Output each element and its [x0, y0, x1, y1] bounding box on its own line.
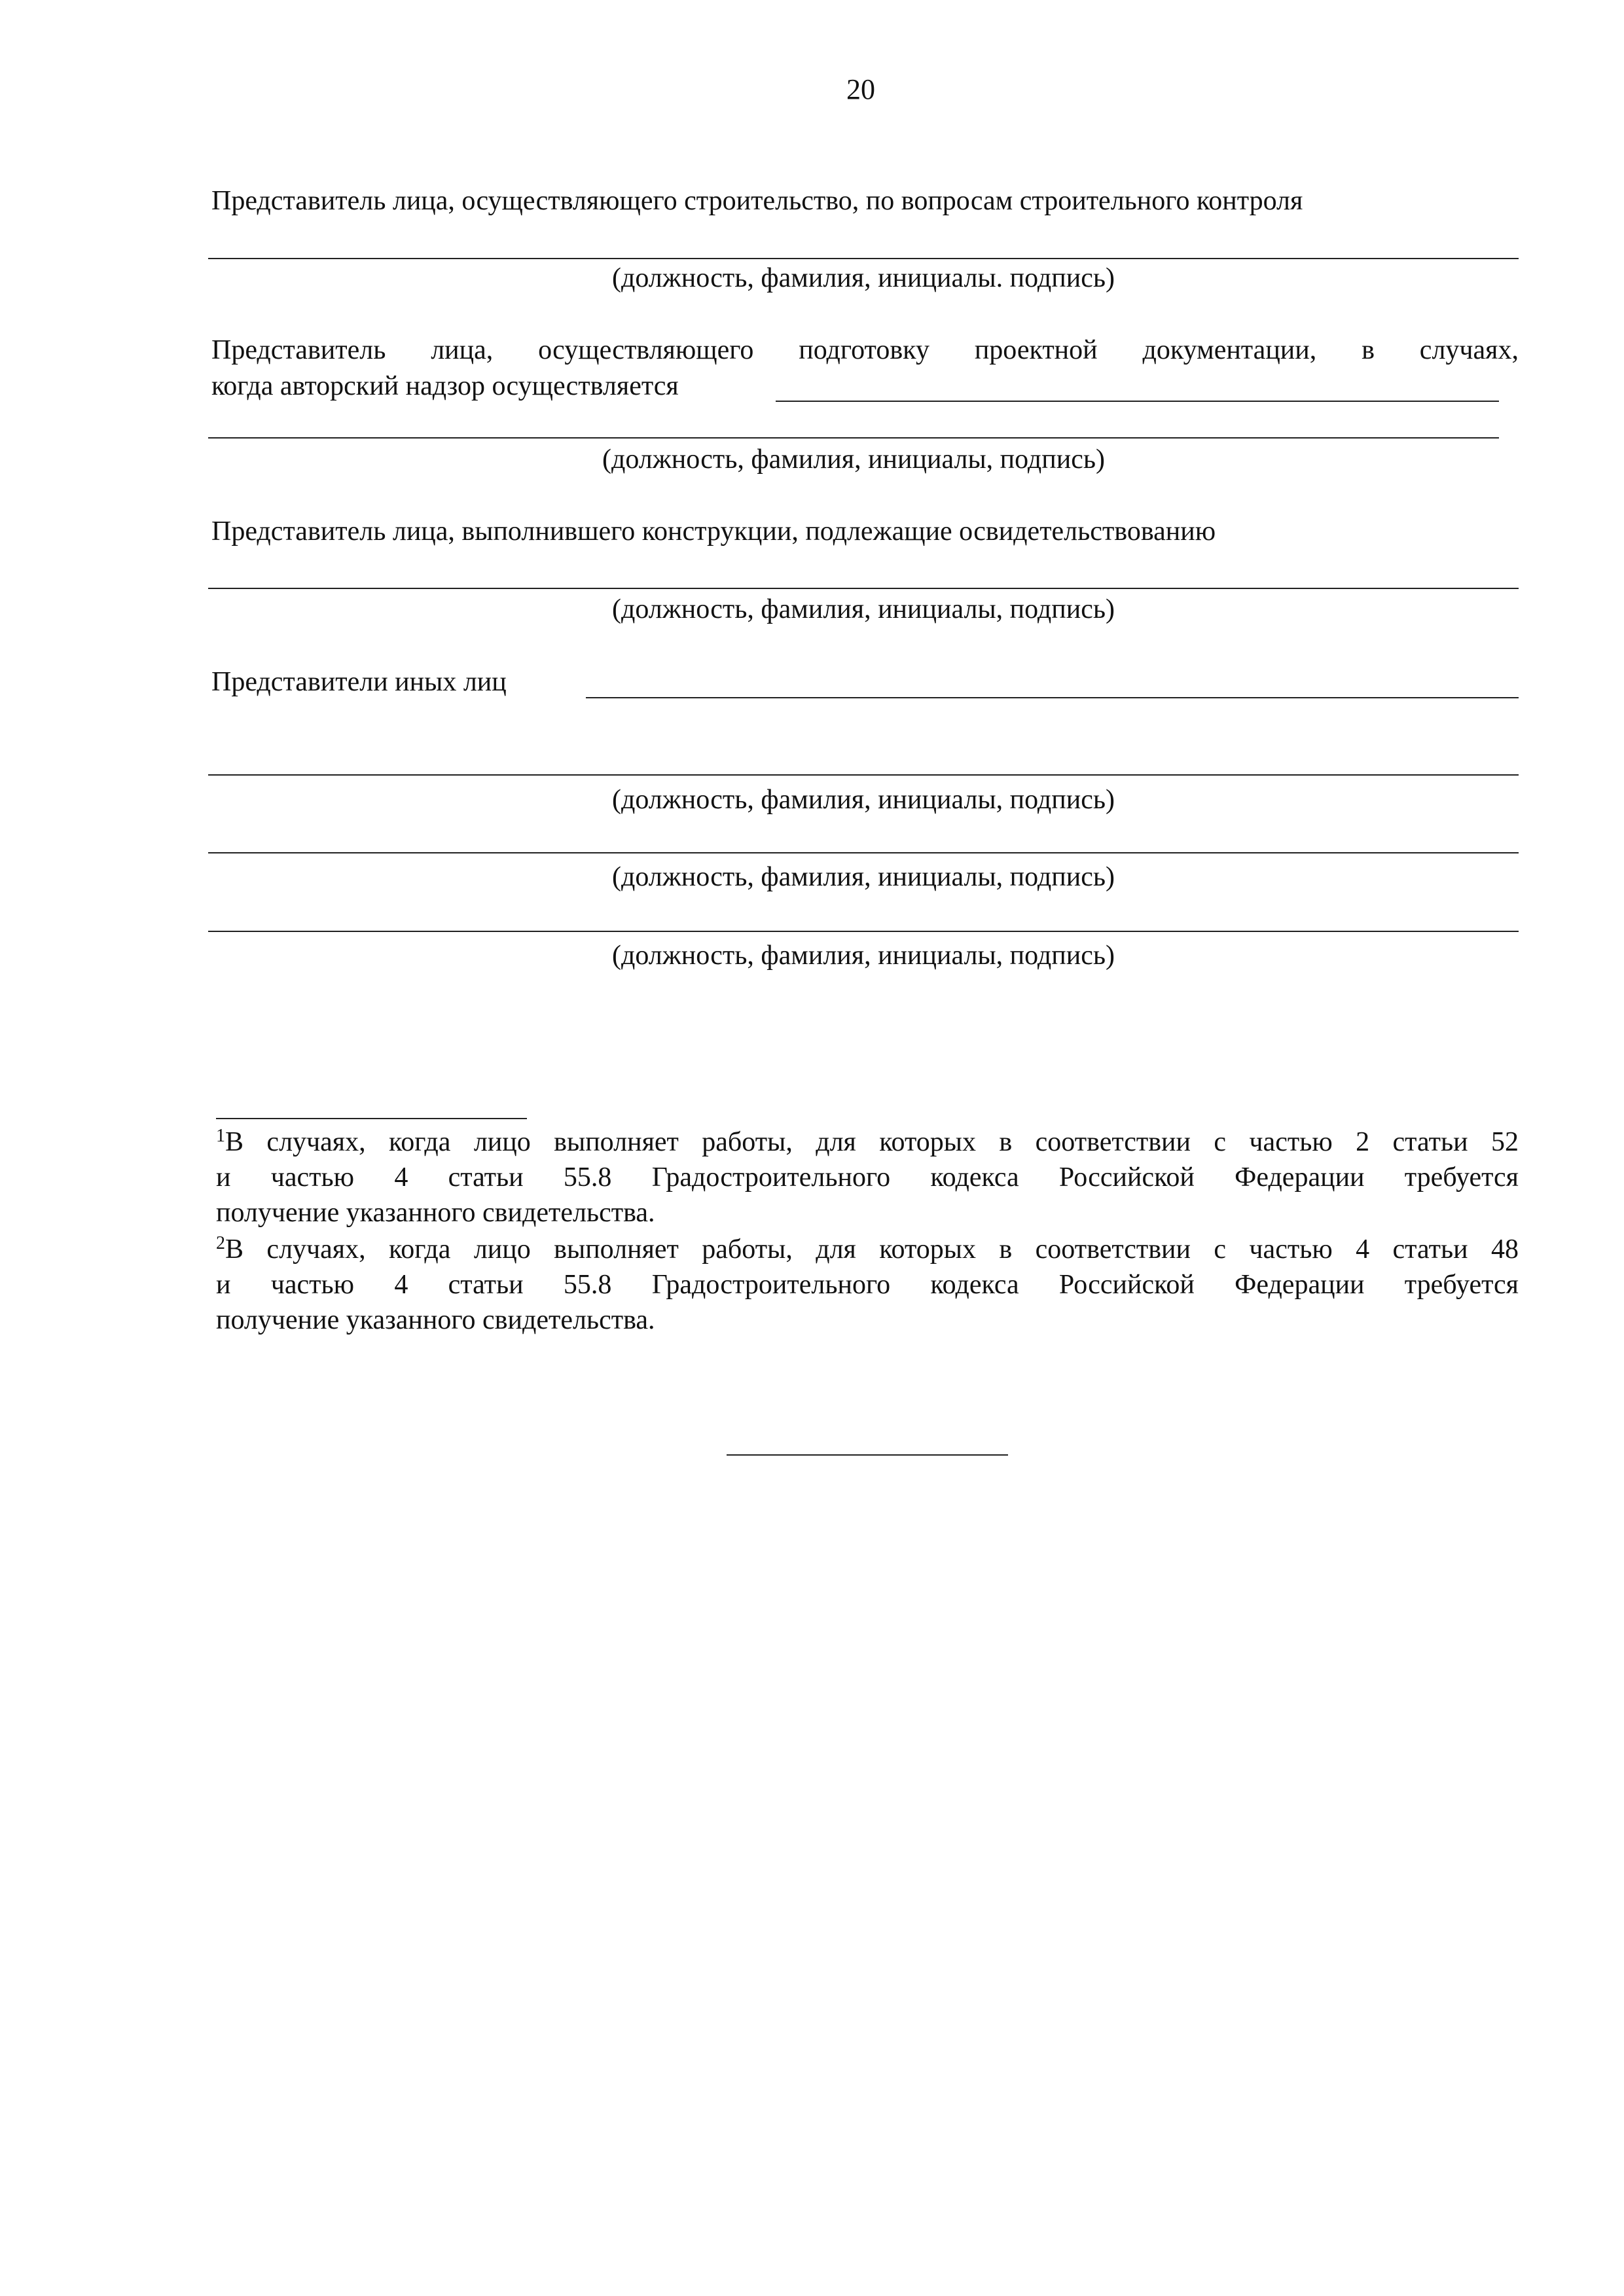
signature-caption: (должность, фамилия, инициалы, подпись)	[602, 444, 1106, 475]
signature-line	[208, 774, 1519, 776]
other-representatives-label: Представители иных лиц	[211, 667, 507, 697]
structures-representative-label: Представитель лица, выполнившего конструкции, подлежащие освидетельствованию	[211, 516, 1216, 547]
end-of-document-rule	[727, 1454, 1008, 1456]
signature-caption: (должность, фамилия, инициалы. подпись)	[611, 263, 1115, 293]
design-representative-label: Представитель лица, осуществляющего подготовку проектной документации, в случаях,	[211, 335, 1519, 365]
other-representatives-input-line	[586, 697, 1519, 698]
signature-line	[208, 931, 1519, 932]
footnote-1-line-3: получение указанного свидетельства.	[216, 1198, 655, 1228]
footnote-2-line-2: и частью 4 статьи 55.8 Градостроительного кодекса Российской Федерации требуется	[216, 1270, 1519, 1300]
signature-line	[208, 588, 1519, 589]
signature-caption: (должность, фамилия, инициалы, подпись)	[611, 594, 1115, 624]
footnote-1-mark: 1	[216, 1126, 225, 1146]
footnote-2-line-1: $^2$В случаях, когда лицо выполняет работы, для которых в соответствии с частью 4 статьи 48	[216, 1233, 1519, 1265]
signature-line	[208, 437, 1499, 439]
footnote-separator	[216, 1118, 527, 1119]
signature-line	[208, 852, 1519, 853]
signature-caption: (должность, фамилия, инициалы, подпись)	[611, 941, 1115, 971]
footnote-1-line-1: $^1$В случаях, когда лицо выполняет работы, для которых в соответствии с частью 2 статьи 52	[216, 1126, 1519, 1157]
page-number: 20	[846, 73, 875, 105]
signature-caption: (должность, фамилия, инициалы, подпись)	[611, 785, 1115, 815]
footnote-1-line-2: и частью 4 статьи 55.8 Градостроительного кодекса Российской Федерации требуется	[216, 1162, 1519, 1193]
design-supervision-label: когда авторский надзор осуществляется	[211, 371, 679, 401]
signature-line	[208, 258, 1519, 259]
footnote-2-mark: 2	[216, 1233, 225, 1253]
construction-control-label: Представитель лица, осуществляющего строительство, по вопросам строительного контроля	[211, 186, 1303, 216]
supervision-input-line	[776, 401, 1499, 402]
signature-caption: (должность, фамилия, инициалы, подпись)	[611, 862, 1115, 892]
footnote-2-line-3: получение указанного свидетельства.	[216, 1305, 655, 1335]
